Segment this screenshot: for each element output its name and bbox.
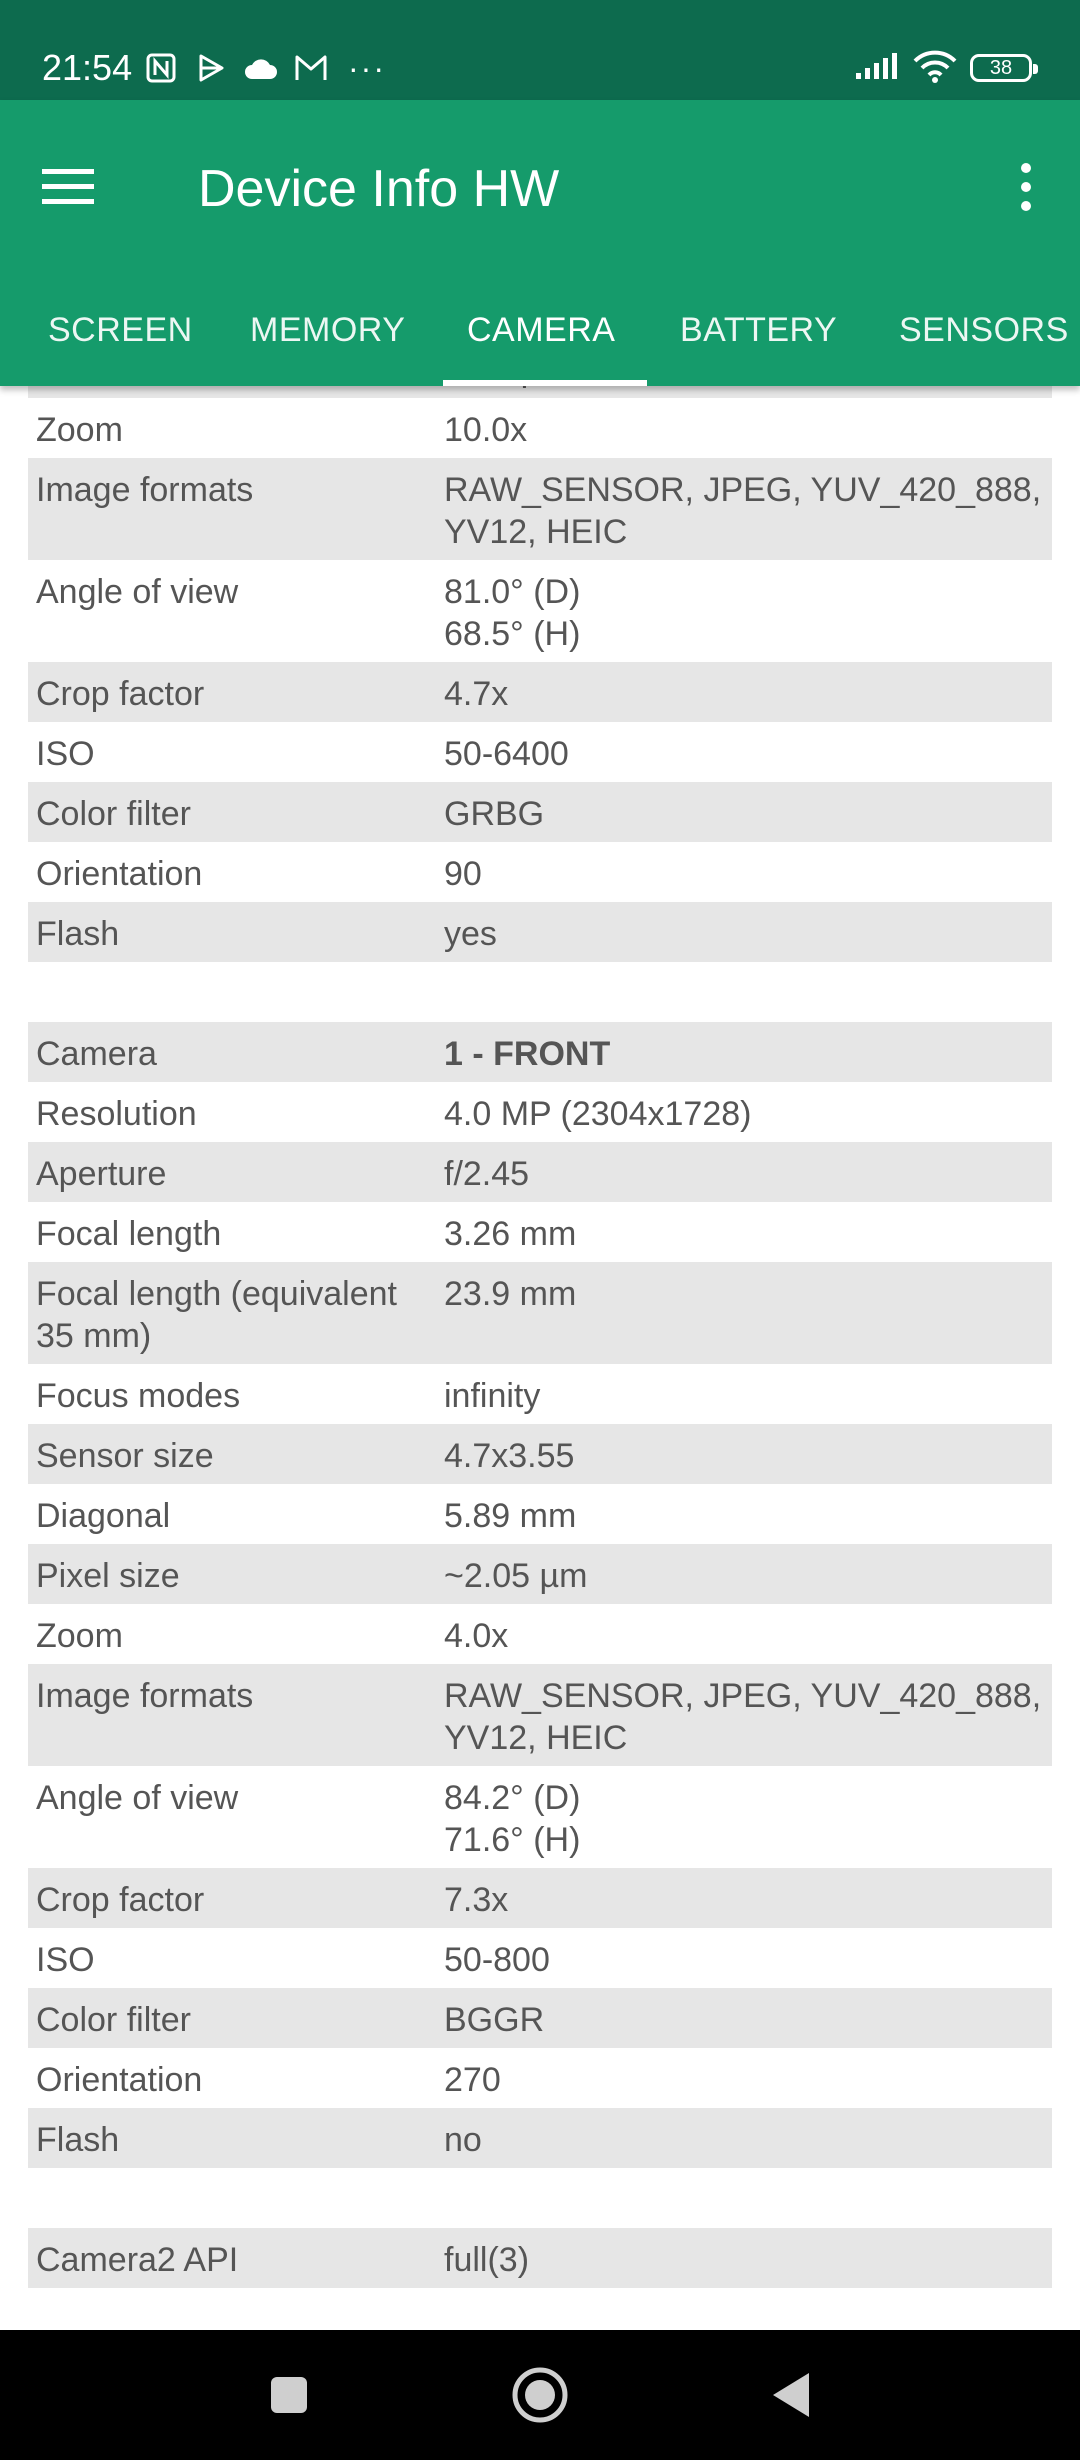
row-label: Focus modes: [36, 1377, 241, 1415]
row-value: 1 - FRONT: [444, 1035, 611, 1073]
info-row: [28, 1364, 1052, 1424]
row-value: ~2.05 µm: [444, 1557, 588, 1595]
row-value: 7.3x: [444, 1881, 509, 1919]
row-value: 5.89 mm: [444, 1497, 577, 1535]
row-label: Camera2 API: [36, 2241, 239, 2279]
tab-bar: [0, 280, 1080, 386]
app-title: Device Info HW: [198, 160, 560, 218]
info-row: [28, 902, 1052, 962]
row-label: Crop factor: [36, 675, 205, 713]
info-row: [28, 458, 1052, 560]
row-label: Resolution: [36, 1095, 197, 1133]
row-value: GRBG: [444, 795, 545, 833]
back-button[interactable]: [756, 2360, 826, 2430]
info-row: [28, 842, 1052, 902]
status-bar: [0, 0, 1080, 100]
tab-label: CAMERA: [467, 311, 616, 349]
info-row: [28, 662, 1052, 722]
info-row: [28, 2228, 1052, 2288]
info-row: [28, 1202, 1052, 1262]
gmail-icon: [294, 51, 328, 85]
tab-label: MEMORY: [250, 311, 406, 349]
row-value: RAW_SENSOR, JPEG, YUV_420_888, YV12, HEIC: [444, 471, 1042, 551]
cloud-icon: [244, 51, 278, 85]
row-value: f/2.45: [444, 1155, 530, 1193]
row-label: Orientation: [36, 2061, 203, 2099]
row-label: Crop factor: [36, 1881, 205, 1919]
row-label: Focal length (equivalent 35 mm): [36, 1275, 398, 1355]
tab-memory[interactable]: [250, 280, 405, 386]
signal-icon: [854, 51, 900, 86]
tab-screen[interactable]: [48, 280, 193, 386]
tab-label: SENSORS: [899, 311, 1069, 349]
row-label: Color filter: [36, 2001, 191, 2039]
info-row: [28, 398, 1052, 458]
row-label: Zoom: [36, 411, 123, 449]
row-label: Image formats: [36, 1677, 254, 1715]
row-value: full(3): [444, 2241, 530, 2279]
play-icon: [194, 51, 228, 85]
row-value: 3.26 mm: [444, 1215, 577, 1253]
row-value: [444, 962, 1044, 973]
info-row: [28, 1664, 1052, 1766]
row-label: Diagonal: [36, 1497, 171, 1535]
info-row: [28, 1928, 1052, 1988]
info-table: [28, 338, 1052, 2288]
row-label: Color filter: [36, 795, 191, 833]
tab-label: BATTERY: [680, 311, 838, 349]
more-options-icon[interactable]: [996, 150, 1056, 224]
row-value: 81.0° (D) 68.5° (H): [444, 573, 581, 653]
row-value: no: [444, 2121, 482, 2159]
row-value: 90: [444, 855, 482, 893]
row-value: yes: [444, 915, 497, 953]
info-row: [28, 1766, 1052, 1868]
status-right: [854, 48, 1032, 88]
status-time: 21:54: [42, 47, 133, 88]
row-label: Aperture: [36, 1155, 167, 1193]
nfc-icon: [144, 51, 178, 85]
info-row: [28, 2108, 1052, 2168]
row-value: 270: [444, 2061, 501, 2099]
row-value: 4.0x: [444, 1617, 509, 1655]
row-value: 23.9 mm: [444, 1275, 577, 1313]
app-bar: [0, 100, 1080, 386]
info-row: [28, 1604, 1052, 1664]
info-row: [28, 722, 1052, 782]
row-label: Focal length: [36, 1215, 222, 1253]
home-button[interactable]: [505, 2360, 575, 2430]
row-label: ISO: [36, 1941, 95, 1979]
info-row: [28, 2048, 1052, 2108]
row-label: [36, 962, 446, 973]
row-label: Flash: [36, 915, 120, 953]
row-value: [444, 2168, 1044, 2179]
separator-row: [28, 962, 1052, 1022]
more-notifications: ···: [348, 49, 386, 86]
separator-row: [28, 2168, 1052, 2228]
info-row: [28, 1544, 1052, 1604]
tab-sensors[interactable]: [899, 280, 1069, 386]
row-value: 50-800: [444, 1941, 550, 1979]
row-label: Image formats: [36, 471, 254, 509]
battery-icon: 38: [970, 54, 1032, 82]
navigation-bar: [0, 2330, 1080, 2460]
row-label: Angle of view: [36, 573, 239, 611]
info-row: [28, 1262, 1052, 1364]
row-label: ISO: [36, 735, 95, 773]
info-row: [28, 1082, 1052, 1142]
row-value: 10.0x: [444, 411, 528, 449]
row-label: Orientation: [36, 855, 203, 893]
row-value: BGGR: [444, 2001, 545, 2039]
info-row: [28, 1022, 1052, 1082]
tab-battery[interactable]: [680, 280, 837, 386]
info-row: [28, 1142, 1052, 1202]
tab-camera[interactable]: [467, 280, 615, 386]
row-label: Sensor size: [36, 1437, 214, 1475]
row-value: 50-6400: [444, 735, 569, 773]
info-row: [28, 782, 1052, 842]
row-label: Zoom: [36, 1617, 123, 1655]
row-label: Flash: [36, 2121, 120, 2159]
row-label: Angle of view: [36, 1779, 239, 1817]
row-value: 84.2° (D) 71.6° (H): [444, 1779, 581, 1859]
info-row: [28, 1868, 1052, 1928]
row-value: 4.7x: [444, 675, 509, 713]
hamburger-menu-icon[interactable]: [42, 152, 112, 222]
wifi-icon: [912, 49, 958, 88]
info-row: [28, 1988, 1052, 2048]
notification-icons: [144, 50, 386, 86]
tab-label: SCREEN: [48, 311, 193, 349]
info-row: [28, 560, 1052, 662]
camera-info-list[interactable]: [0, 386, 1080, 2330]
row-label: Pixel size: [36, 1557, 180, 1595]
info-row: [28, 1484, 1052, 1544]
tab-indicator: [443, 380, 647, 386]
recents-button[interactable]: [254, 2360, 324, 2430]
row-value: 4.0 MP (2304x1728): [444, 1095, 752, 1133]
info-row: [28, 1424, 1052, 1484]
row-value: RAW_SENSOR, JPEG, YUV_420_888, YV12, HEIC: [444, 1677, 1042, 1757]
row-value: infinity: [444, 1377, 541, 1415]
row-value: 4.7x3.55: [444, 1437, 575, 1475]
row-label: Camera: [36, 1035, 157, 1073]
row-label: [36, 2168, 446, 2179]
